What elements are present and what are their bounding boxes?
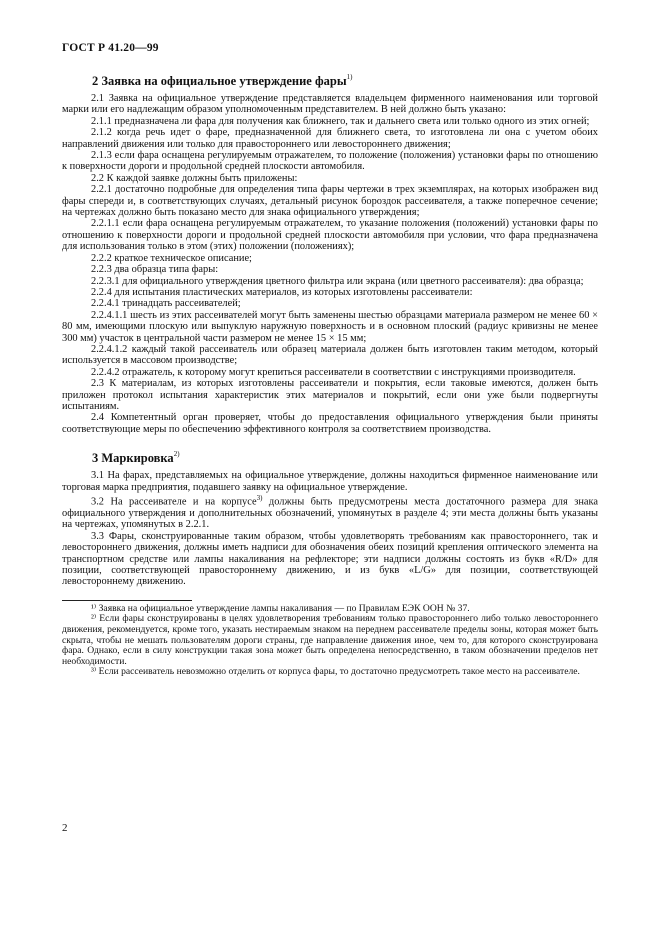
- paragraph-2-2-4-1-1: 2.2.4.1.1 шесть из этих рассеивателей могут быть заменены шестью образцами материала размером не менее 60 × 80 мм, имеющими плоскую или выпуклую наружную поверхность и в основном плоский (радиус кривизны не менее 300 мм) участок в центральной части размером не менее 15 × 15 мм;: [62, 309, 598, 344]
- footnote-2: ²⁾ Если фары сконструированы в целях удовлетворения требованиям только правостороннего либо только левостороннего движения, рекомендуется, кроме того, указать нестираемым знаком на переднем рассеивателе пределы зоны, которая может быть скрыта, чтобы не мешать пользователям дороги страны, где направление движения иное, чем то, для которого сконструирована фара. Однако, если в силу конструкции такая зона может быть определена непосредственно, в таком обозначении пределов нет необходимости.: [62, 613, 598, 667]
- paragraph-2-4: 2.4 Компетентный орган проверяет, чтобы до предоставления официального утверждения были приняты соответствующие меры по обеспечению эффективного контроля за соответствием производства.: [62, 412, 598, 435]
- standard-header: ГОСТ Р 41.20—99: [62, 42, 159, 54]
- paragraph-2-1: 2.1 Заявка на официальное утверждение представляется владельцем фирменного наименования или торговой марки или его надлежащим образом уполномоченным представителем. В ней должно быть указано:: [62, 93, 598, 116]
- paragraph-2-2-3-1: 2.2.3.1 для официального утверждения цветного фильтра или экрана (или цветного рассеивателя): два образца;: [91, 275, 584, 287]
- paragraph-3-2: [62, 493, 598, 531]
- paragraph-2-2: 2.2 К каждой заявке должны быть приложены:: [91, 172, 298, 184]
- paragraph-2-2-3: 2.2.3 два образца типа фары:: [91, 264, 219, 276]
- paragraph-2-2-2: 2.2.2 краткое техническое описание;: [91, 252, 252, 264]
- paragraph-2-2-1: 2.2.1 достаточно подробные для определения типа фары чертежи в трех экземплярах, на которых изображен вид фары спереди и, в соответствующих случаях, детальный рисунок бороздок рассеивателя, а также поперечное сечение; на чертежах должно быть показано место для знака официального утверждения;: [62, 184, 598, 219]
- paragraph-2-2-4-1: 2.2.4.1 тринадцать рассеивателей;: [91, 298, 241, 310]
- paragraph-3-1: 3.1 На фарах, представляемых на официальное утверждение, должны находиться фирменное наименование или торговая марка предприятия, подавшего заявку на официальное утверждение.: [62, 470, 598, 493]
- paragraph-3-2-start: 3.2 На рассеивателе и на корпусе: [91, 496, 257, 508]
- section-3-heading: [62, 447, 598, 465]
- paragraph-3-2-end: должны быть предусмотрены места достаточного размера для знака официального утверждения и дополнительных обозначений, упомянутых в разделе 4; эти места должны быть указаны на чертежах, упомянутых в 2.2.1.: [62, 496, 598, 531]
- footnote-ref-3: 3): [256, 494, 263, 502]
- paragraph-2-2-1-1: 2.2.1.1 если фара оснащена регулируемым отражателем, то указание положения (положений) установки фары по отношению к поверхности дороги и продольной средней плоскости автомобиля при условии, что фара предназначена для использования только в этом (этих) положении (положениях);: [62, 218, 598, 253]
- paragraph-2-1-2: 2.1.2 когда речь идет о фаре, предназначенной для ближнего света, то изготовлена ли она с учетом обоих направлений движения или только для правостороннего или левостороннего движения;: [62, 127, 598, 150]
- page-number: 2: [62, 822, 68, 834]
- footnote-ref-2: 2): [173, 450, 180, 459]
- footnote-1: ¹⁾ Заявка на официальное утверждение лампы накаливания — по Правилам ЕЭК ООН № 37.: [91, 602, 470, 614]
- section-2-heading: [62, 70, 598, 88]
- paragraph-2-1-3: 2.1.3 если фара оснащена регулируемым отражателем, то положение (положения) установки фары по отношению к поверхности дороги и продольной средней плоскости автомобиля.: [62, 150, 598, 173]
- footnote-3: ³⁾ Если рассеиватель невозможно отделить от корпуса фары, то достаточно предусмотреть такое место на рассеивателе.: [91, 666, 580, 678]
- paragraph-2-2-4-1-2: 2.2.4.1.2 каждый такой рассеиватель или образец материала должен быть изготовлен таким методом, который используется в массовом производстве;: [62, 343, 598, 367]
- paragraph-2-1-1: 2.1.1 предназначена ли фара для получения как ближнего, так и дальнего света или только одного из этих огней;: [91, 115, 590, 127]
- footnote-ref-1: 1): [346, 73, 353, 81]
- paragraph-3-3: 3.3 Фары, сконструированные таким образом, чтобы удовлетворять требованиям как правостороннего, так и левостороннего движения, должны иметь надписи для обозначения обеих позиций крепления оптического элемента на транспортном средстве или лампы накаливания на рефлекторе; эти надписи должны состоять из букв «R/D» для позиции, соответствующей правостороннему движению, и из букв «L/G» для позиции, соответствующей левостороннему движению.: [62, 530, 598, 588]
- section-2-title: 2 Заявка на официальное утверждение фары: [92, 74, 347, 88]
- page-content: [62, 70, 598, 678]
- section-3-title: 3 Маркировка: [92, 451, 174, 466]
- paragraph-2-3: 2.3 К материалам, из которых изготовлены рассеиватели и покрытия, если таковые имеются, должен быть приложен протокол испытания характеристик этих материалов и покрытий, если они уже были подвергнуты испытаниям.: [62, 378, 598, 412]
- paragraph-2-2-4: 2.2.4 для испытания пластических материалов, из которых изготовлены рассеиватели:: [91, 286, 473, 298]
- footnote-divider: [62, 600, 192, 601]
- paragraph-2-2-4-2: 2.2.4.2 отражатель, к которому могут крепиться рассеиватели в соответствии с инструкциями производителя.: [91, 366, 576, 378]
